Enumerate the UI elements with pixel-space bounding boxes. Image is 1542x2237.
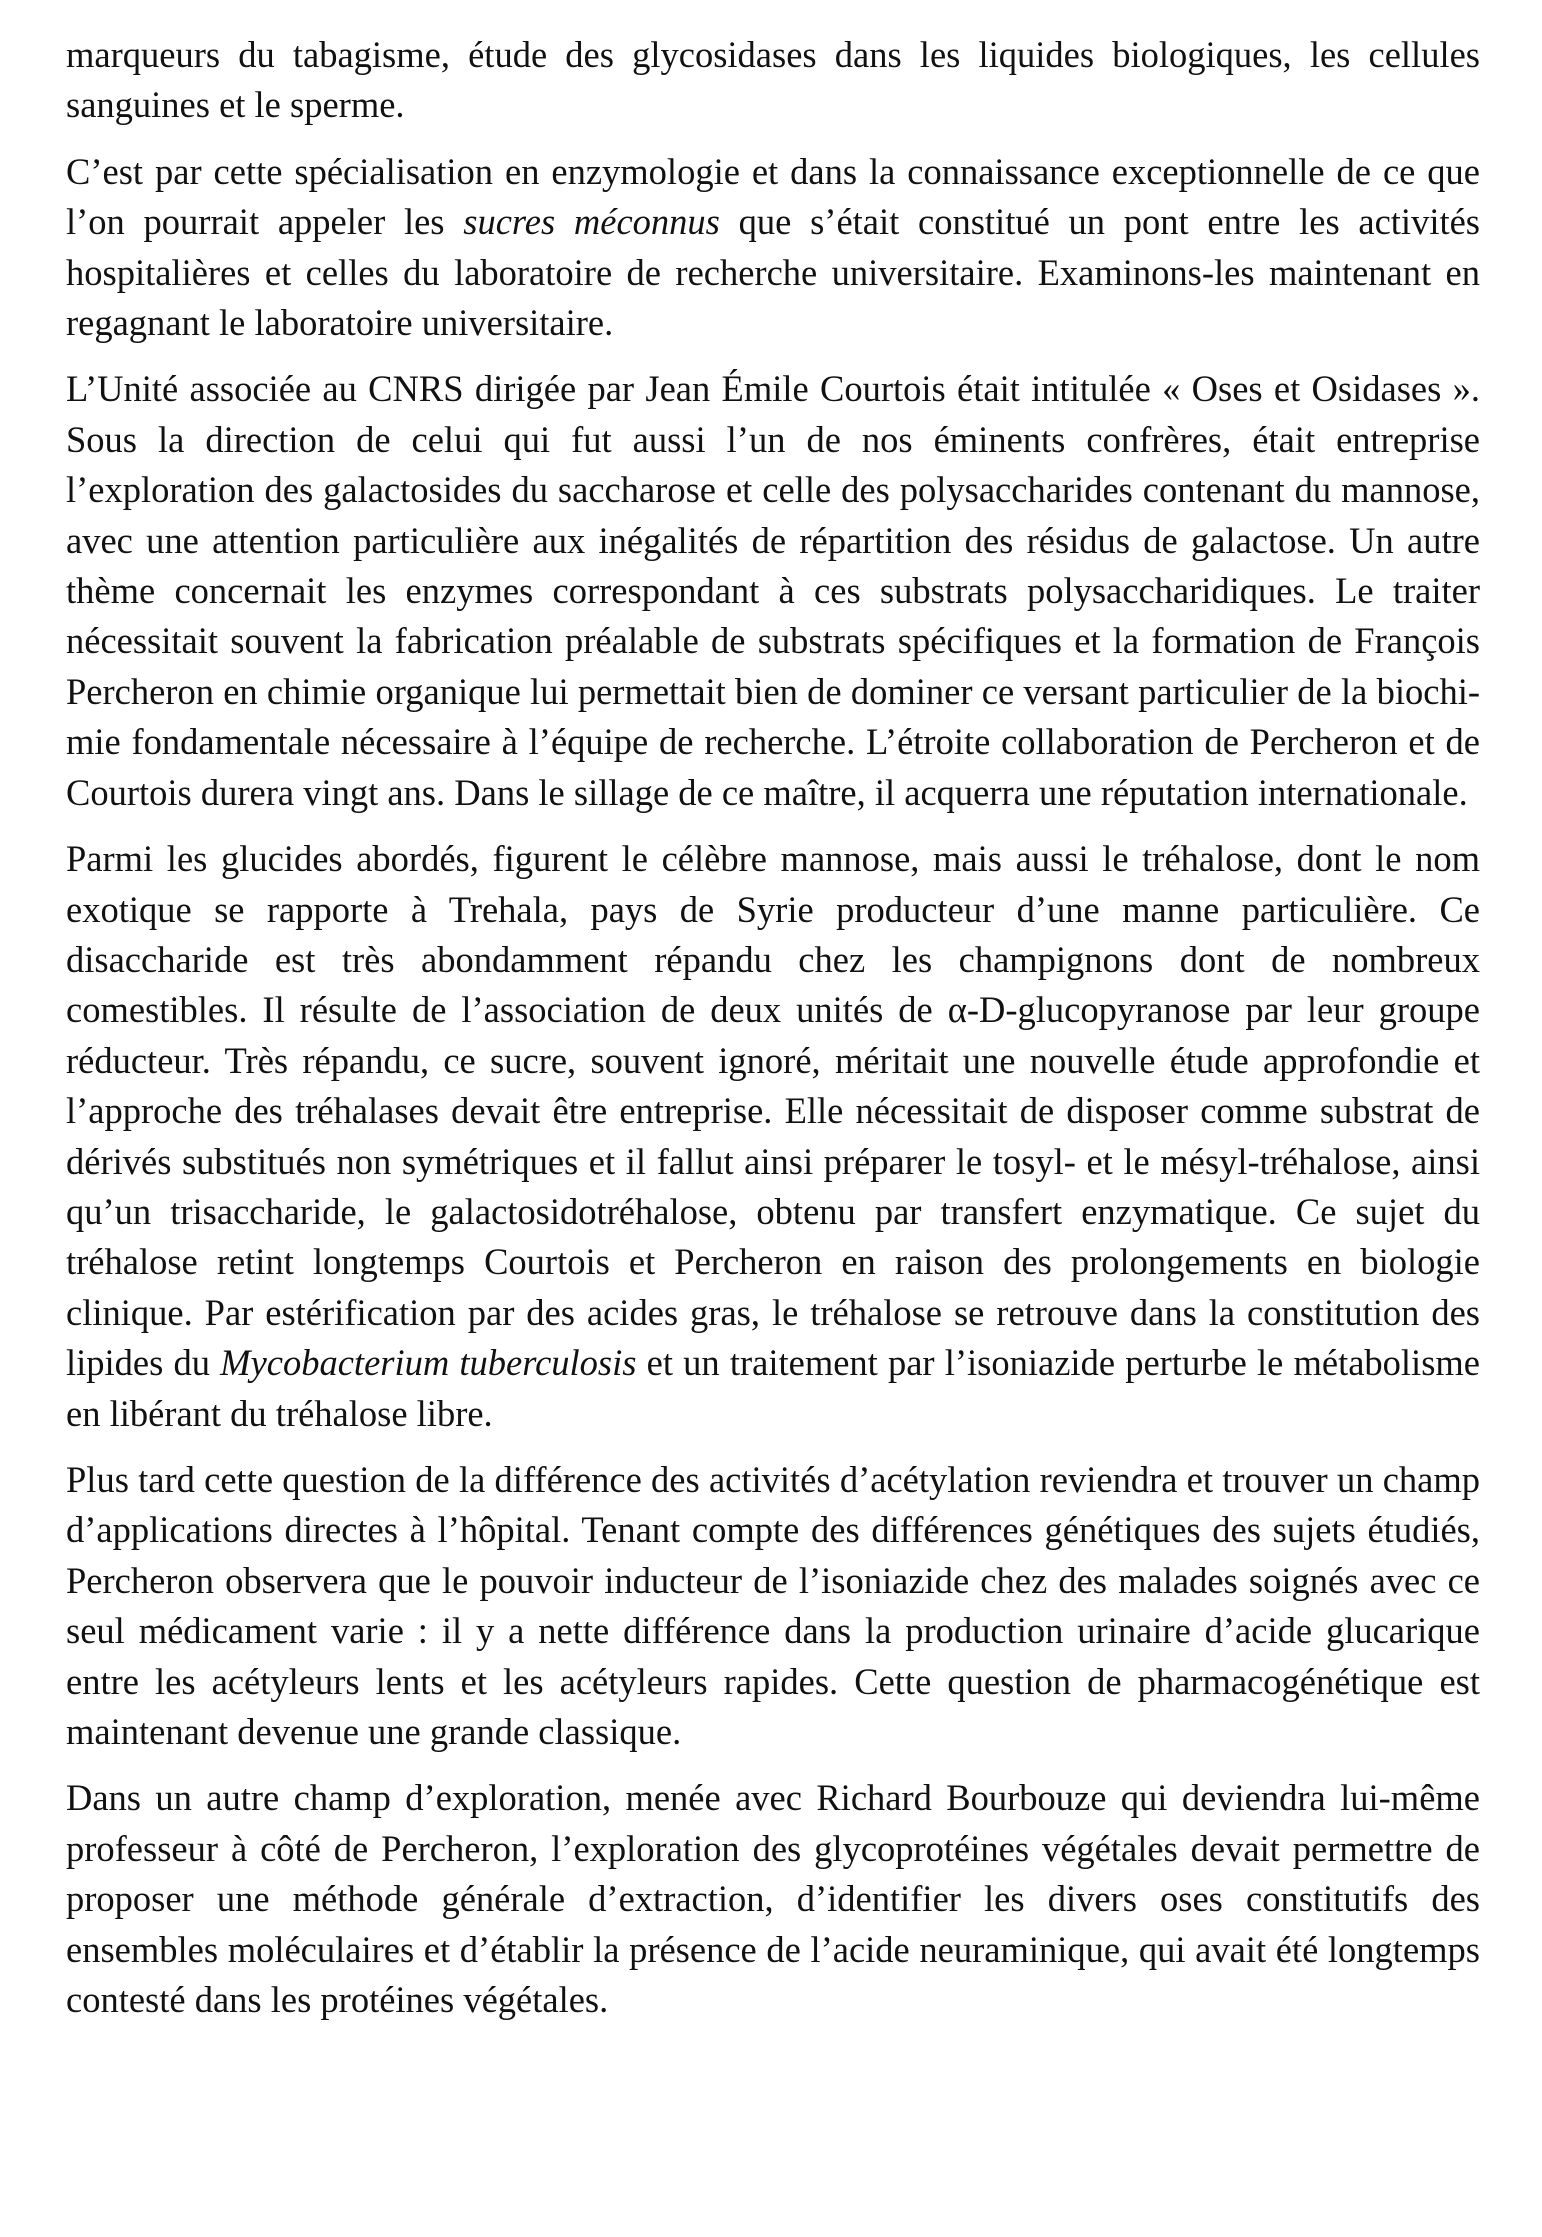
paragraph-text: et un traitement par l’isoniazide perturbe le métabolisme en libérant du tréhalose libre. [66, 1342, 1480, 1434]
paragraph-text: L’Unité associée au CNRS dirigée par Jean Émile Courtois était intitulée « Oses et Osidases ». Sous la direction de celui qui fut aussi l’un de nos éminents confrères, était entreprise l’exploration des galactosides du saccharose et celle des polysaccharides contenant du mannose, avec une attention particulière aux inégalités de répartition des résidus de galactose. Un autre thème concernait les enzymes correspondant à ces substrats polysaccharidiques. Le traiter nécessitait souvent la fabrication préalable de substrats spécifiques et la formation de François Percheron en chimie organique lui permettait bien de dominer ce versant particulier de la biochimie fondamentale nécessaire à l’équipe de recherche. L’étroite collaboration de Percheron et de Courtois durera vingt ans. Dans le sillage de ce maître, il acquerra une réputation internationale. [66, 368, 1480, 813]
paragraph-text: Dans un autre champ d’exploration, menée avec Richard Bourbouze qui deviendra lui-même professeur à côté de Percheron, l’exploration des glycoprotéines végétales devait permettre de proposer une méthode générale d’extraction, d’identifier les divers oses constitutifs des ensembles moléculaires et d’établir la présence de l’acide neuraminique, qui avait été longtemps contesté dans les protéines végétales. [66, 1777, 1480, 2021]
paragraph-1 [66, 30, 1480, 131]
italic-species-name: Mycobacterium tuberculosis [220, 1342, 637, 1384]
paragraph-text: Plus tard cette question de la différence des activités d’acétylation reviendra et trouver un champ d’applications directes à l’hôpital. Tenant compte des différences génétiques des sujets étudiés, Percheron observera que le pouvoir inducteur de l’isoniazide chez des malades soignés avec ce seul médicament varie : il y a nette différence dans la production urinaire d’acide glucarique entre les acétyleurs lents et les acétyleurs rapides. Cette question de pharmacogénétique est maintenant devenue une grande classique. [66, 1458, 1480, 1752]
paragraph-text: C’est par cette spécialisation en enzymologie et dans la connaissance exceptionnelle de ce que l’on pourrait appeler les [66, 150, 1480, 243]
paragraph-5 [66, 1455, 1480, 1757]
paragraph-3 [66, 364, 1480, 818]
paragraph-4 [66, 834, 1480, 1439]
italic-phrase: sucres méconnus [463, 201, 720, 243]
paragraph-6 [66, 1773, 1480, 2025]
paragraph-2 [66, 147, 1480, 349]
paragraph-text: que s’était constitué un pont entre les activités hospitalières et celles du laboratoire de recherche universitaire. Examinons-les maintenant en regagnant le laboratoire universitaire. [66, 201, 1481, 344]
document-page [66, 30, 1480, 2025]
paragraph-text: Parmi les glucides abordés, figurent le célèbre mannose, mais aussi le tréhalose, dont le nom exotique se rapporte à Trehala, pays de Syrie producteur d’une manne particulière. Ce disaccharide est très abondamment répandu chez les champignons dont de nombreux comestibles. Il résulte de l’association de deux unités de α-D-glucopyranose par leur groupe réducteur. Très répandu, ce sucre, souvent ignoré, méritait une nouvelle étude approfondie et l’approche des tréhalases devait être entreprise. Elle nécessitait de disposer comme substrat de dérivés substitués non symétriques et il fallut ainsi préparer le tosyl- et le mésyl-tréhalose, ainsi qu’un trisaccharide, le galactosidotréhalose, obtenu par transfert enzymatique. Ce sujet du tréhalose retint longtemps Courtois et Percheron en raison des prolongements en biologie clinique. Par estérification par des acides gras, le tréhalose se retrouve dans la constitution des lipides du [66, 838, 1480, 1384]
paragraph-text: marqueurs du tabagisme, étude des glycosidases dans les liquides biologiques, les cellules sanguines et le sperme. [66, 34, 1480, 126]
